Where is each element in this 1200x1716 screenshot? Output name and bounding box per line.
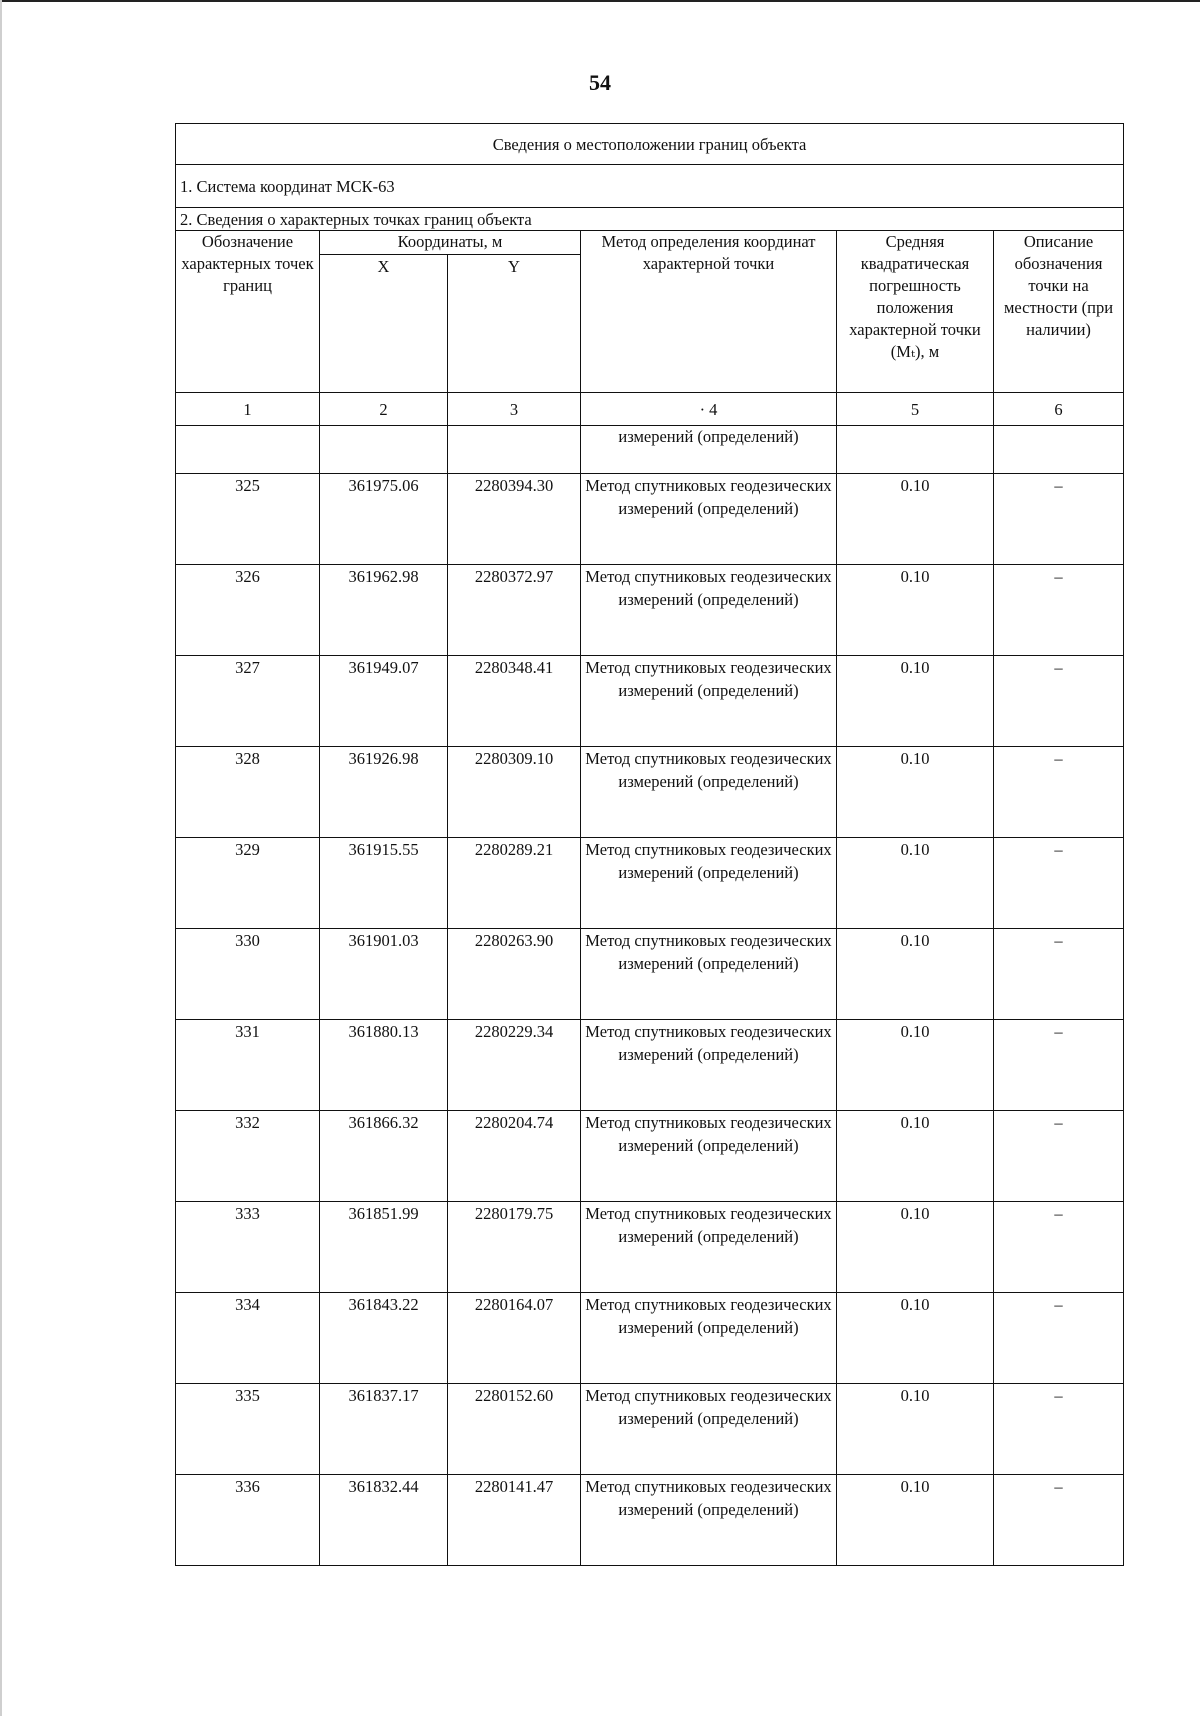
point-id-cell: 336 bbox=[176, 1475, 320, 1566]
error-cell: 0.10 bbox=[837, 838, 994, 929]
description-cell: – bbox=[994, 1475, 1124, 1566]
error-cell: 0.10 bbox=[837, 747, 994, 838]
header-error: Средняя квадратическая погрешность положения характерной точки (Mₜ), м bbox=[837, 231, 994, 393]
method-cell: Метод спутниковых геодезических измерений (определений) bbox=[581, 565, 837, 656]
empty-cell bbox=[448, 426, 581, 474]
empty-cell bbox=[176, 426, 320, 474]
table-row bbox=[176, 474, 1124, 565]
method-cell: Метод спутниковых геодезических измерений (определений) bbox=[581, 1293, 837, 1384]
x-coordinate-cell: 361851.99 bbox=[320, 1202, 448, 1293]
x-coordinate-cell: 361901.03 bbox=[320, 929, 448, 1020]
error-cell: 0.10 bbox=[837, 656, 994, 747]
error-cell: 0.10 bbox=[837, 1293, 994, 1384]
header-point: Обозначение характерных точек границ bbox=[176, 231, 320, 393]
table-title-row bbox=[176, 124, 1124, 165]
x-coordinate-cell: 361832.44 bbox=[320, 1475, 448, 1566]
continuation-row bbox=[176, 426, 1124, 474]
top-border-line bbox=[0, 0, 1200, 2]
column-number: 2 bbox=[320, 393, 448, 426]
method-cell: Метод спутниковых геодезических измерений (определений) bbox=[581, 1111, 837, 1202]
method-cell: Метод спутниковых геодезических измерений (определений) bbox=[581, 1202, 837, 1293]
x-coordinate-cell: 361843.22 bbox=[320, 1293, 448, 1384]
x-coordinate-cell: 361949.07 bbox=[320, 656, 448, 747]
empty-cell bbox=[837, 426, 994, 474]
column-number: 6 bbox=[994, 393, 1124, 426]
description-cell: – bbox=[994, 1111, 1124, 1202]
header-description: Описание обозначения точки на местности (при наличии) bbox=[994, 231, 1124, 393]
y-coordinate-cell: 2280394.30 bbox=[448, 474, 581, 565]
description-cell: – bbox=[994, 474, 1124, 565]
points-section-title: 2. Сведения о характерных точках границ объекта bbox=[176, 208, 1124, 231]
method-cell: Метод спутниковых геодезических измерений (определений) bbox=[581, 474, 837, 565]
table-row bbox=[176, 838, 1124, 929]
table-row bbox=[176, 747, 1124, 838]
method-cell: Метод спутниковых геодезических измерений (определений) bbox=[581, 656, 837, 747]
empty-cell bbox=[994, 426, 1124, 474]
y-coordinate-cell: 2280179.75 bbox=[448, 1202, 581, 1293]
y-coordinate-cell: 2280348.41 bbox=[448, 656, 581, 747]
table-row bbox=[176, 1384, 1124, 1475]
point-id-cell: 327 bbox=[176, 656, 320, 747]
y-coordinate-cell: 2280141.47 bbox=[448, 1475, 581, 1566]
description-cell: – bbox=[994, 1384, 1124, 1475]
x-coordinate-cell: 361915.55 bbox=[320, 838, 448, 929]
method-cell: Метод спутниковых геодезических измерений (определений) bbox=[581, 838, 837, 929]
y-coordinate-cell: 2280164.07 bbox=[448, 1293, 581, 1384]
table-row bbox=[176, 1293, 1124, 1384]
coordinate-system: 1. Система координат МСК-63 bbox=[176, 165, 1124, 208]
method-cell: Метод спутниковых геодезических измерений (определений) bbox=[581, 747, 837, 838]
column-numbers-row bbox=[176, 393, 1124, 426]
error-cell: 0.10 bbox=[837, 1111, 994, 1202]
point-id-cell: 334 bbox=[176, 1293, 320, 1384]
header-y: Y bbox=[448, 255, 581, 393]
header-coords: Координаты, м bbox=[320, 231, 581, 255]
description-cell: – bbox=[994, 1293, 1124, 1384]
y-coordinate-cell: 2280309.10 bbox=[448, 747, 581, 838]
description-cell: – bbox=[994, 747, 1124, 838]
y-coordinate-cell: 2280263.90 bbox=[448, 929, 581, 1020]
table-row bbox=[176, 1020, 1124, 1111]
table-row bbox=[176, 1111, 1124, 1202]
method-cell: Метод спутниковых геодезических измерений (определений) bbox=[581, 1020, 837, 1111]
point-id-cell: 328 bbox=[176, 747, 320, 838]
method-cell: Метод спутниковых геодезических измерений (определений) bbox=[581, 1384, 837, 1475]
table-row bbox=[176, 929, 1124, 1020]
x-coordinate-cell: 361880.13 bbox=[320, 1020, 448, 1111]
x-coordinate-cell: 361975.06 bbox=[320, 474, 448, 565]
point-id-cell: 333 bbox=[176, 1202, 320, 1293]
table-row bbox=[176, 1475, 1124, 1566]
y-coordinate-cell: 2280289.21 bbox=[448, 838, 581, 929]
point-id-cell: 335 bbox=[176, 1384, 320, 1475]
error-cell: 0.10 bbox=[837, 929, 994, 1020]
y-coordinate-cell: 2280152.60 bbox=[448, 1384, 581, 1475]
description-cell: – bbox=[994, 565, 1124, 656]
error-cell: 0.10 bbox=[837, 1020, 994, 1111]
y-coordinate-cell: 2280372.97 bbox=[448, 565, 581, 656]
point-id-cell: 325 bbox=[176, 474, 320, 565]
header-method: Метод определения координат характерной точки bbox=[581, 231, 837, 393]
y-coordinate-cell: 2280229.34 bbox=[448, 1020, 581, 1111]
description-cell: – bbox=[994, 1020, 1124, 1111]
error-cell: 0.10 bbox=[837, 1384, 994, 1475]
column-number: 1 bbox=[176, 393, 320, 426]
x-coordinate-cell: 361962.98 bbox=[320, 565, 448, 656]
continuation-method: измерений (определений) bbox=[581, 426, 837, 474]
column-number: 3 bbox=[448, 393, 581, 426]
y-coordinate-cell: 2280204.74 bbox=[448, 1111, 581, 1202]
description-cell: – bbox=[994, 656, 1124, 747]
point-id-cell: 326 bbox=[176, 565, 320, 656]
error-cell: 0.10 bbox=[837, 565, 994, 656]
column-number: · 4 bbox=[581, 393, 837, 426]
table-row bbox=[176, 1202, 1124, 1293]
point-id-cell: 330 bbox=[176, 929, 320, 1020]
point-id-cell: 329 bbox=[176, 838, 320, 929]
column-number: 5 bbox=[837, 393, 994, 426]
x-coordinate-cell: 361837.17 bbox=[320, 1384, 448, 1475]
empty-cell bbox=[320, 426, 448, 474]
boundary-points-table bbox=[175, 123, 1124, 1566]
coordinate-system-row bbox=[176, 165, 1124, 208]
x-coordinate-cell: 361926.98 bbox=[320, 747, 448, 838]
header-row-1 bbox=[176, 231, 1124, 255]
header-x: X bbox=[320, 255, 448, 393]
points-section-row bbox=[176, 208, 1124, 231]
table-row bbox=[176, 565, 1124, 656]
method-cell: Метод спутниковых геодезических измерений (определений) bbox=[581, 929, 837, 1020]
description-cell: – bbox=[994, 929, 1124, 1020]
description-cell: – bbox=[994, 838, 1124, 929]
left-border-line bbox=[0, 0, 2, 1716]
table-title: Сведения о местоположении границ объекта bbox=[176, 124, 1124, 165]
point-id-cell: 331 bbox=[176, 1020, 320, 1111]
page-number: 54 bbox=[589, 70, 611, 95]
table-row bbox=[176, 656, 1124, 747]
x-coordinate-cell: 361866.32 bbox=[320, 1111, 448, 1202]
error-cell: 0.10 bbox=[837, 474, 994, 565]
point-id-cell: 332 bbox=[176, 1111, 320, 1202]
description-cell: – bbox=[994, 1202, 1124, 1293]
method-cell: Метод спутниковых геодезических измерений (определений) bbox=[581, 1475, 837, 1566]
error-cell: 0.10 bbox=[837, 1475, 994, 1566]
error-cell: 0.10 bbox=[837, 1202, 994, 1293]
